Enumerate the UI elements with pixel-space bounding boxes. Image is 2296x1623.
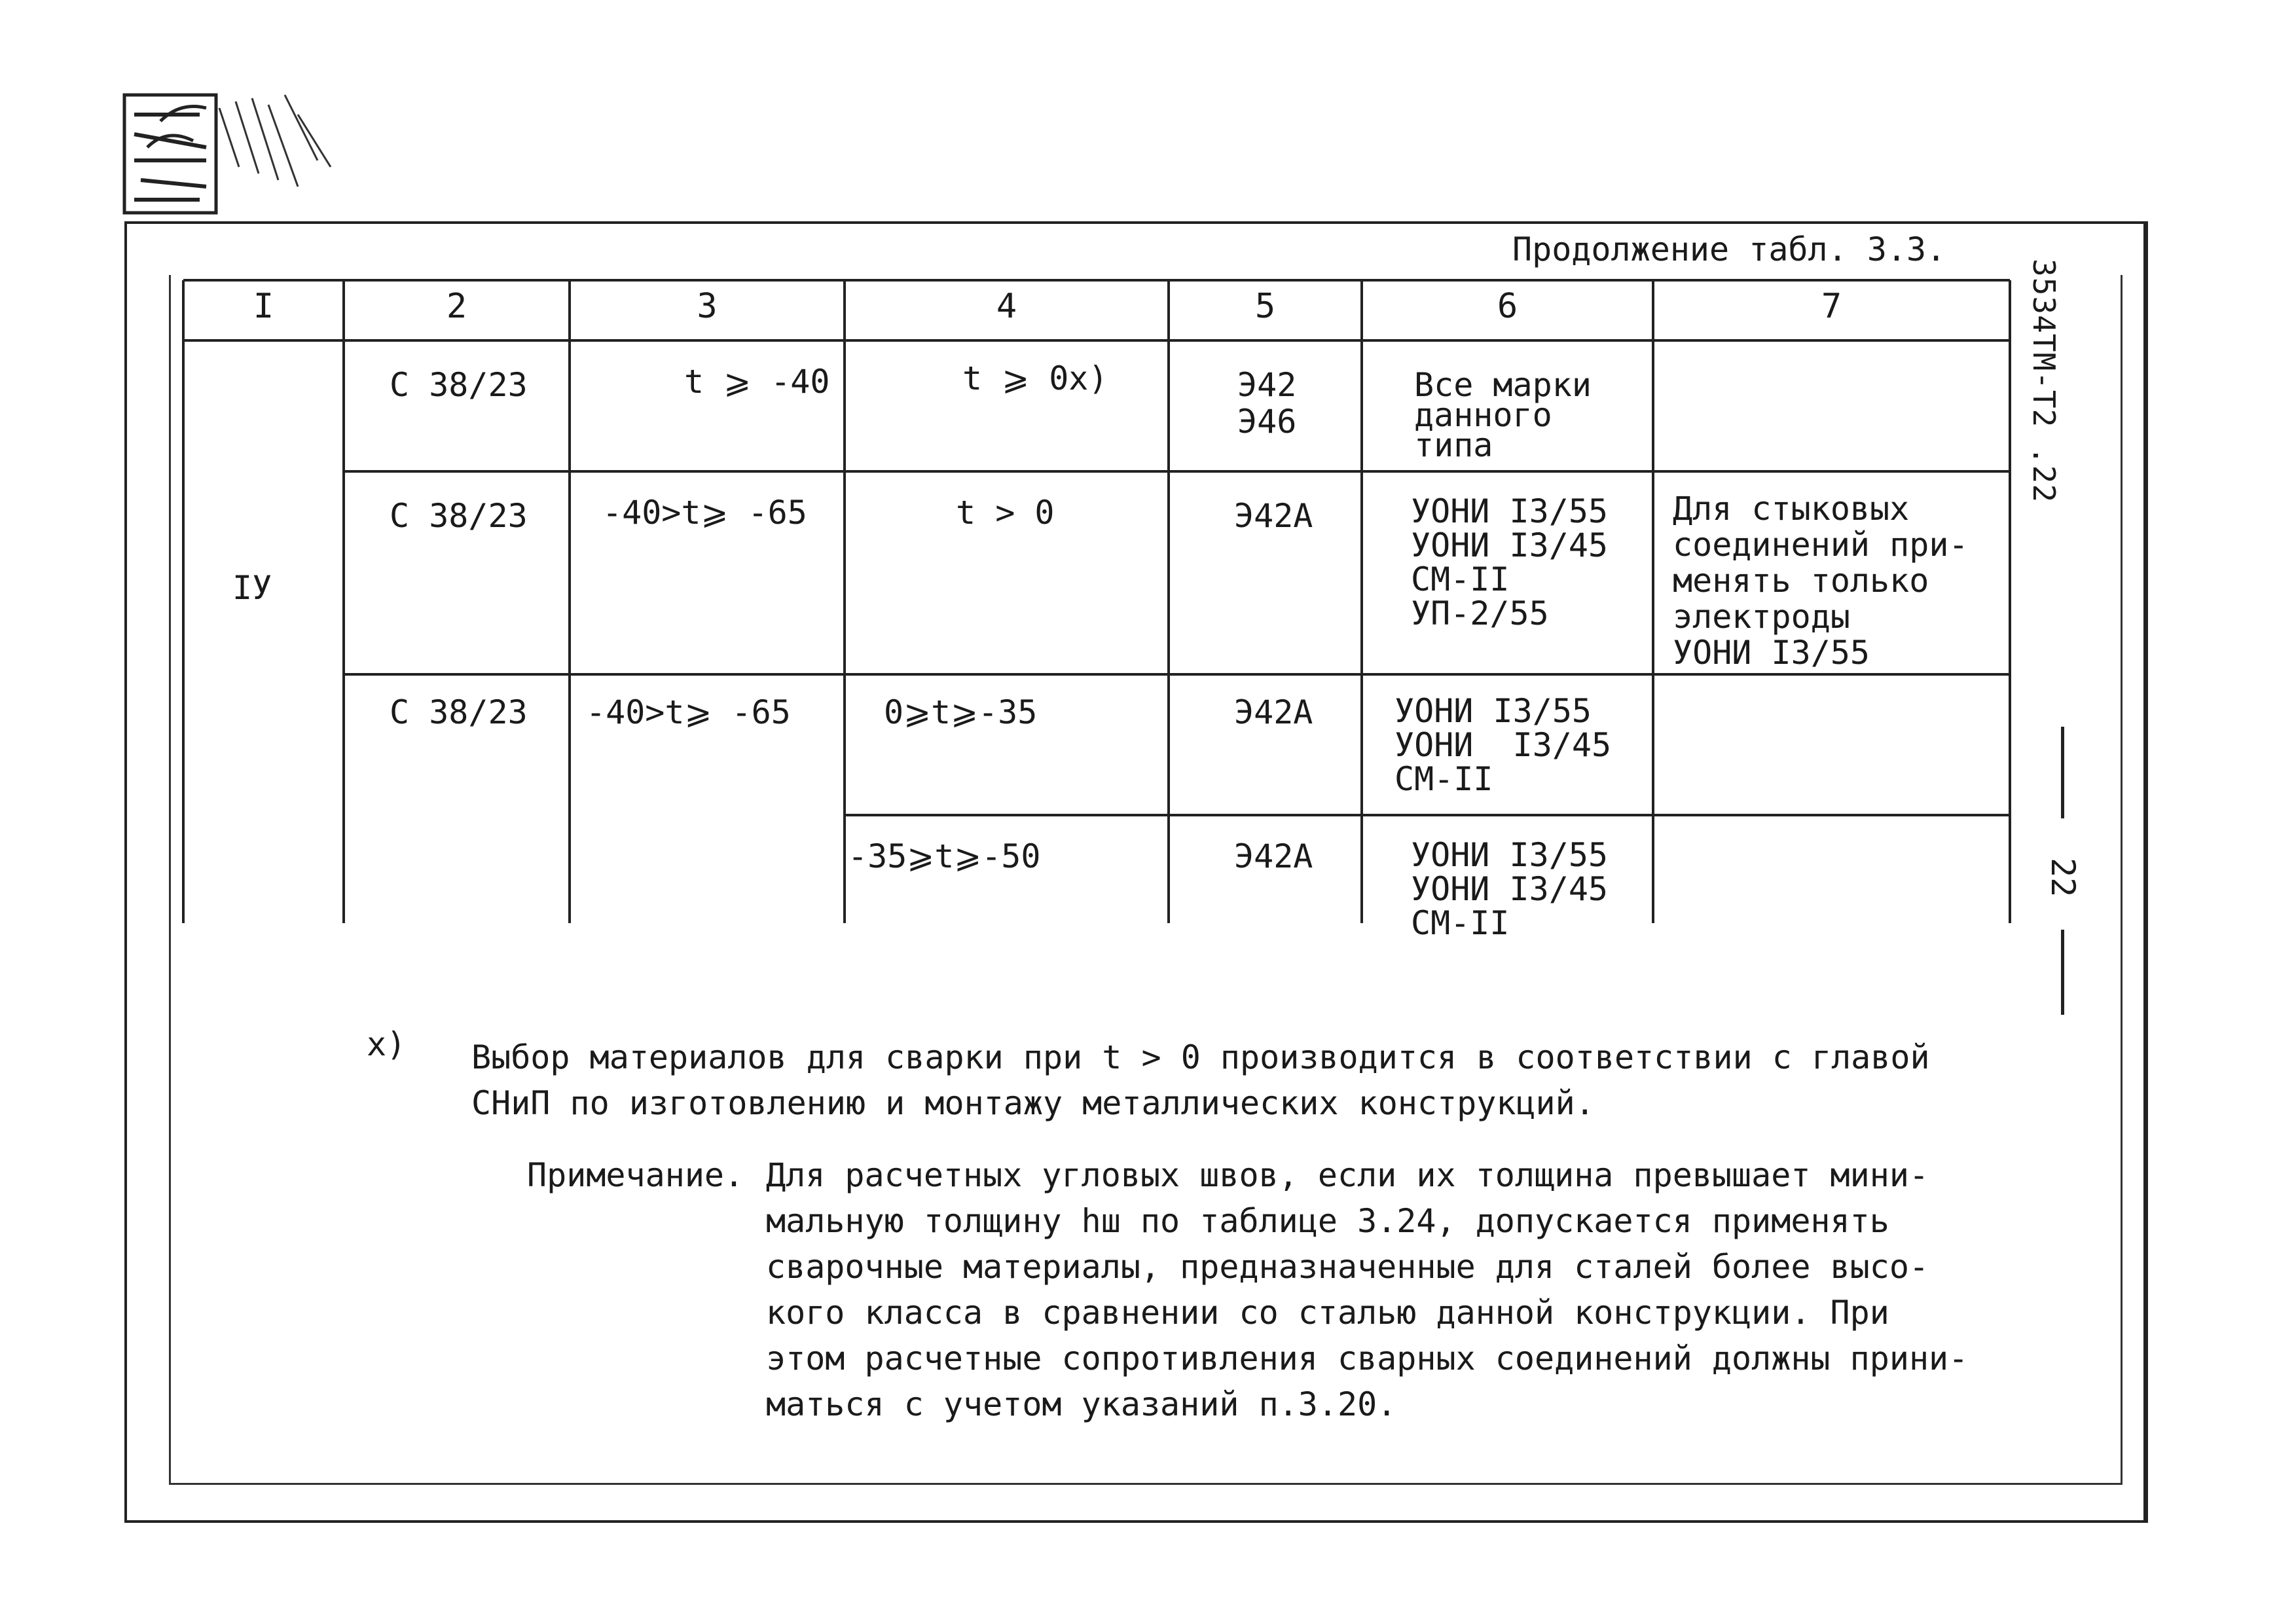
note-label: Примечание. — [527, 1156, 744, 1194]
row4-electrode-brand: УОНИ I3/55 УОНИ I3/45 СМ-II — [1411, 836, 1609, 942]
footnote-line-2: СНиП по изготовлению и монтажу металлических конструкций. — [471, 1084, 1595, 1122]
note-line-2: мальную толщину hш по таблице 3.24, допускается применять — [766, 1202, 1889, 1240]
row3-electrode-type: Э42А — [1234, 693, 1313, 731]
row2-temp-range: -40>t⩾ -65 — [602, 494, 807, 532]
row1-electrode-type: Э42 Э46 — [1237, 366, 1297, 441]
footnote-line-1: Выбор материалов для сварки при t > 0 производится в соответствии с главой — [471, 1038, 1930, 1076]
note-line-1: Для расчетных угловых швов, если их толщина превышает мини- — [766, 1156, 1929, 1194]
note-line-3: сварочные материалы, предназначенные для сталей более высо- — [766, 1248, 1929, 1286]
row1-temp-range: t ⩾ -40 — [684, 363, 830, 401]
note-line-4: кого класса в сравнении со сталью данной конструкции. При — [766, 1294, 1889, 1332]
row3-temp-range: -40>t⩾ -65 — [586, 693, 791, 731]
row3-temp-alt: 0⩾t⩾-35 — [884, 693, 1038, 731]
row3-steel: С 38/23 — [390, 693, 528, 731]
col-header-4: 4 — [996, 287, 1017, 326]
row1-steel: С 38/23 — [390, 366, 528, 404]
continuation-label: Продолжение табл. 3.3. — [1512, 230, 1946, 268]
group-label: IУ — [232, 569, 272, 607]
row1-temp-alt: t ⩾ 0x) — [962, 359, 1108, 397]
col-header-3: 3 — [697, 287, 718, 326]
row2-steel: С 38/23 — [390, 497, 528, 535]
note-line-5: этом расчетные сопротивления сварных соединений должны прини- — [766, 1340, 1969, 1377]
row3-electrode-brand: УОНИ I3/55 УОНИ I3/45 СМ-II — [1394, 692, 1612, 798]
footnote-mark: x) — [367, 1025, 407, 1063]
row2-note: Для стыковых соединений при- менять только электроды УОНИ I3/55 — [1673, 490, 1969, 672]
row2-electrode-type: Э42А — [1234, 497, 1313, 535]
col-header-5: 5 — [1254, 287, 1276, 326]
document-code: 3534ТМ-Т2 .22 — [2026, 259, 2062, 503]
row4-electrode-type: Э42А — [1234, 837, 1313, 875]
col-header-2: 2 — [446, 287, 467, 326]
row2-temp-alt: t > 0 — [956, 494, 1055, 532]
row1-electrode-brand: Все марки данного типа — [1414, 366, 1592, 464]
col-header-6: 6 — [1497, 287, 1518, 326]
col-header-1: I — [253, 287, 274, 326]
row4-temp-alt: -35⩾t⩾-50 — [848, 837, 1041, 875]
note-line-6: маться с учетом указаний п.3.20. — [766, 1385, 1397, 1423]
col-header-7: 7 — [1821, 287, 1842, 326]
page-number: 22 — [2044, 858, 2082, 898]
row2-electrode-brand: УОНИ I3/55 УОНИ I3/45 СМ-II УП-2/55 — [1411, 492, 1609, 632]
